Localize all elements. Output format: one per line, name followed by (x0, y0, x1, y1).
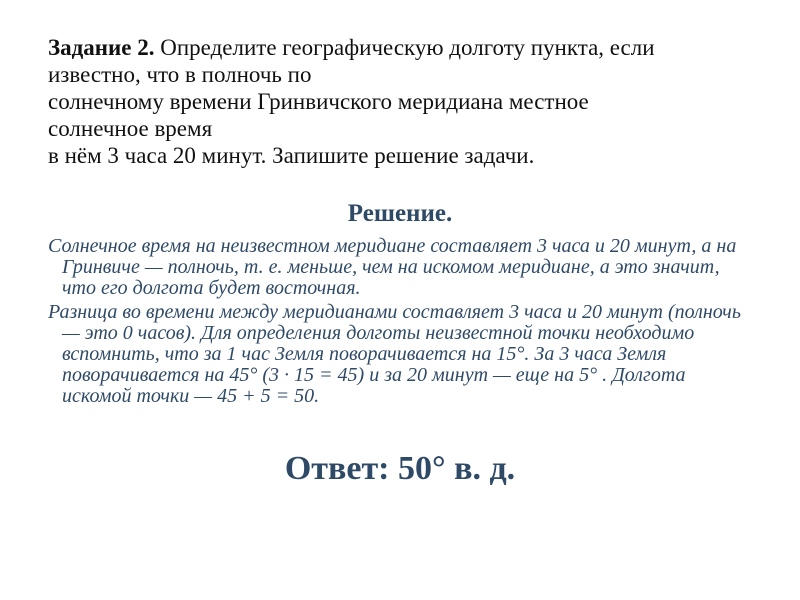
task-line-1 (48, 34, 768, 61)
solution-paragraph-2: Разница во времени между меридианами составляет 3 часа и 20 минут (полночь — это 0 часов). Для определения долготы неизвестной точки необходимо вспомнить, что за 1 час Земля поворачивается на 15°. За 3 часа Земля поворачивается на 45° (3 · 15 = 45) и за 20 минут — еще на 5° . Долгота искомой точки — 45 + 5 = 50. (48, 301, 741, 407)
solution-paragraph-1: Солнечное время на неизвестном меридиане составляет 3 часа и 20 минут, а на Гринвиче — полночь, т. е. меньше, чем на искомом меридиане, а это значит, что его долгота будет восточная. (48, 235, 737, 299)
task-line-1-text: Определите географическую долготу пункта, если (154, 35, 655, 60)
solution-heading: Решение. (347, 200, 453, 227)
task-line-2: известно, что в полночь по (48, 62, 312, 87)
task-statement (48, 34, 768, 169)
task-line-4: солнечное время (48, 116, 213, 141)
answer: Ответ: 50° в. д. (284, 450, 516, 487)
task-line-5: в нём 3 часа 20 минут. Запишите решение задачи. (48, 143, 535, 168)
task-label: Задание 2. (48, 35, 155, 60)
task-line-3: солнечному времени Гринвичского меридиана местное (48, 89, 589, 114)
